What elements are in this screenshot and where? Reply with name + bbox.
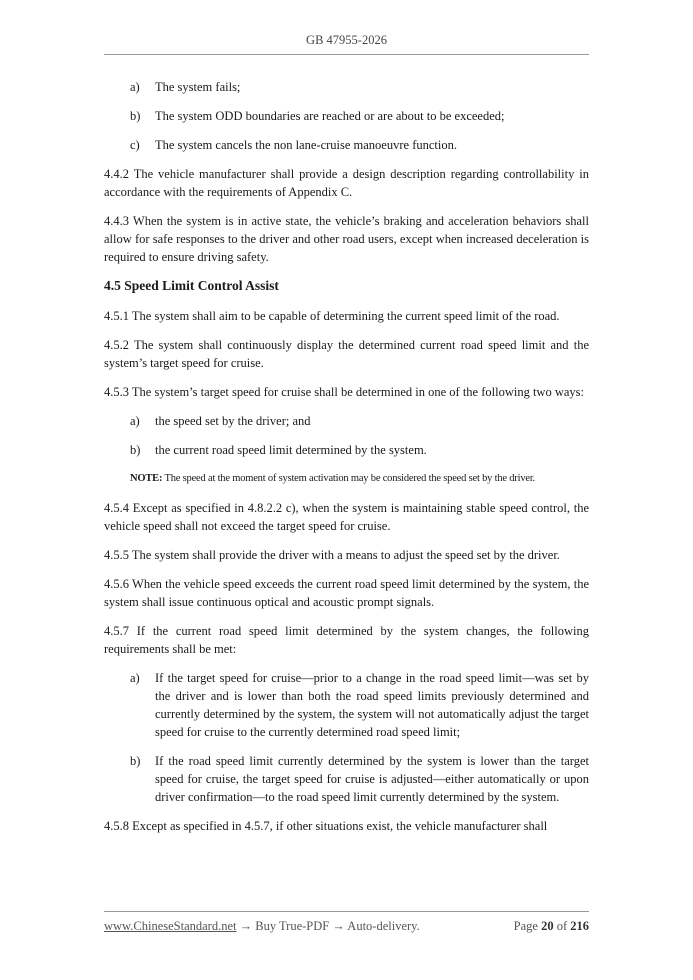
list-item: a) the speed set by the driver; and <box>130 414 311 428</box>
clause-4-5-4: 4.5.4 Except as specified in 4.8.2.2 c), when the system is maintaining stable speed control, the vehicle speed shall not exceed the target speed for cruise. <box>104 501 589 533</box>
clause-4-5-1: 4.5.1 The system shall aim to be capable of determining the current speed limit of the road. <box>104 309 560 323</box>
list-item-text: If the target speed for cruise—prior to a change in the road speed limit—was set by the driver and is lower than both the road speed limits previously determined and currently determined by the system, the system will not automatically adjust the target speed for cruise to the currently determined road speed limit; <box>155 671 589 739</box>
clause-4-5-6: 4.5.6 When the vehicle speed exceeds the current road speed limit determined by the system, the system shall issue continuous optical and acoustic prompt signals. <box>104 577 589 609</box>
page-number: 20 <box>541 919 554 933</box>
footer-divider <box>104 911 589 912</box>
clause-4-4-2: 4.4.2 The vehicle manufacturer shall provide a design description regarding controllability in accordance with the requirements of Appendix C. <box>104 167 589 199</box>
list-item: a) If the target speed for cruise—prior to a change in the road speed limit—was set by the driver and is lower than both the road speed limits previously determined and currently determined by the system, the system will not automatically adjust the target speed for cruise to the currently determined road speed limit; <box>130 671 589 739</box>
clause-4-5-8: 4.5.8 Except as specified in 4.5.7, if other situations exist, the vehicle manufacturer shall <box>104 819 548 833</box>
header-divider <box>104 54 589 55</box>
page-footer <box>104 919 589 934</box>
footer-tagline: → Buy True-PDF → Auto-delivery. <box>236 919 420 933</box>
document-id: GB 47955-2026 <box>306 33 387 47</box>
footer-left <box>104 919 420 934</box>
site-link[interactable]: www.ChineseStandard.net <box>104 919 237 933</box>
clause-4-5-7: 4.5.7 If the current road speed limit determined by the system changes, the following requirements shall be met: <box>104 624 589 656</box>
list-item: b) If the road speed limit currently determined by the system is lower than the target speed for cruise, the target speed for cruise is adjusted—either automatically or upon driver confirmation—to the road speed limit currently determined by the system. <box>130 754 589 804</box>
list-item-text: The system cancels the non lane-cruise manoeuvre function. <box>155 138 457 152</box>
list-item: b) The system ODD boundaries are reached or are about to be exceeded; <box>130 109 505 123</box>
document-body <box>104 78 589 846</box>
clause-4-5-2: 4.5.2 The system shall continuously display the determined current road speed limit and the system’s target speed for cruise. <box>104 338 589 370</box>
page-counter: Page 20 of 216 <box>513 919 589 933</box>
list-item: a) The system fails; <box>130 80 241 94</box>
list-item-text: The system ODD boundaries are reached or are about to be exceeded; <box>155 109 505 123</box>
note <box>104 470 589 488</box>
list-item: c) The system cancels the non lane-cruise manoeuvre function. <box>130 138 457 152</box>
clause-4-4-3: 4.4.3 When the system is in active state, the vehicle’s braking and acceleration behaviors shall allow for safe responses to the driver and other road users, except when increased deceleration is required to ensure driving safety. <box>104 214 589 264</box>
page-header <box>0 33 693 48</box>
list-item-text: the current road speed limit determined by the system. <box>155 443 427 457</box>
list-item: b) the current road speed limit determined by the system. <box>130 443 427 457</box>
section-heading: 4.5 Speed Limit Control Assist <box>104 278 279 293</box>
list-item-text: If the road speed limit currently determined by the system is lower than the target speed for cruise, the target speed for cruise is adjusted—either automatically or upon driver confirmation—to the road speed limit currently determined by the system. <box>155 754 589 804</box>
note-text: The speed at the moment of system activation may be considered the speed set by the driver. <box>162 473 535 484</box>
total-pages: 216 <box>570 919 589 933</box>
list-item-text: the speed set by the driver; and <box>155 414 311 428</box>
clause-4-5-3: 4.5.3 The system’s target speed for cruise shall be determined in one of the following two ways: <box>104 385 584 399</box>
note-label: NOTE: <box>130 473 163 484</box>
list-item-text: The system fails; <box>155 80 241 94</box>
clause-4-5-5: 4.5.5 The system shall provide the driver with a means to adjust the speed set by the driver. <box>104 548 560 562</box>
